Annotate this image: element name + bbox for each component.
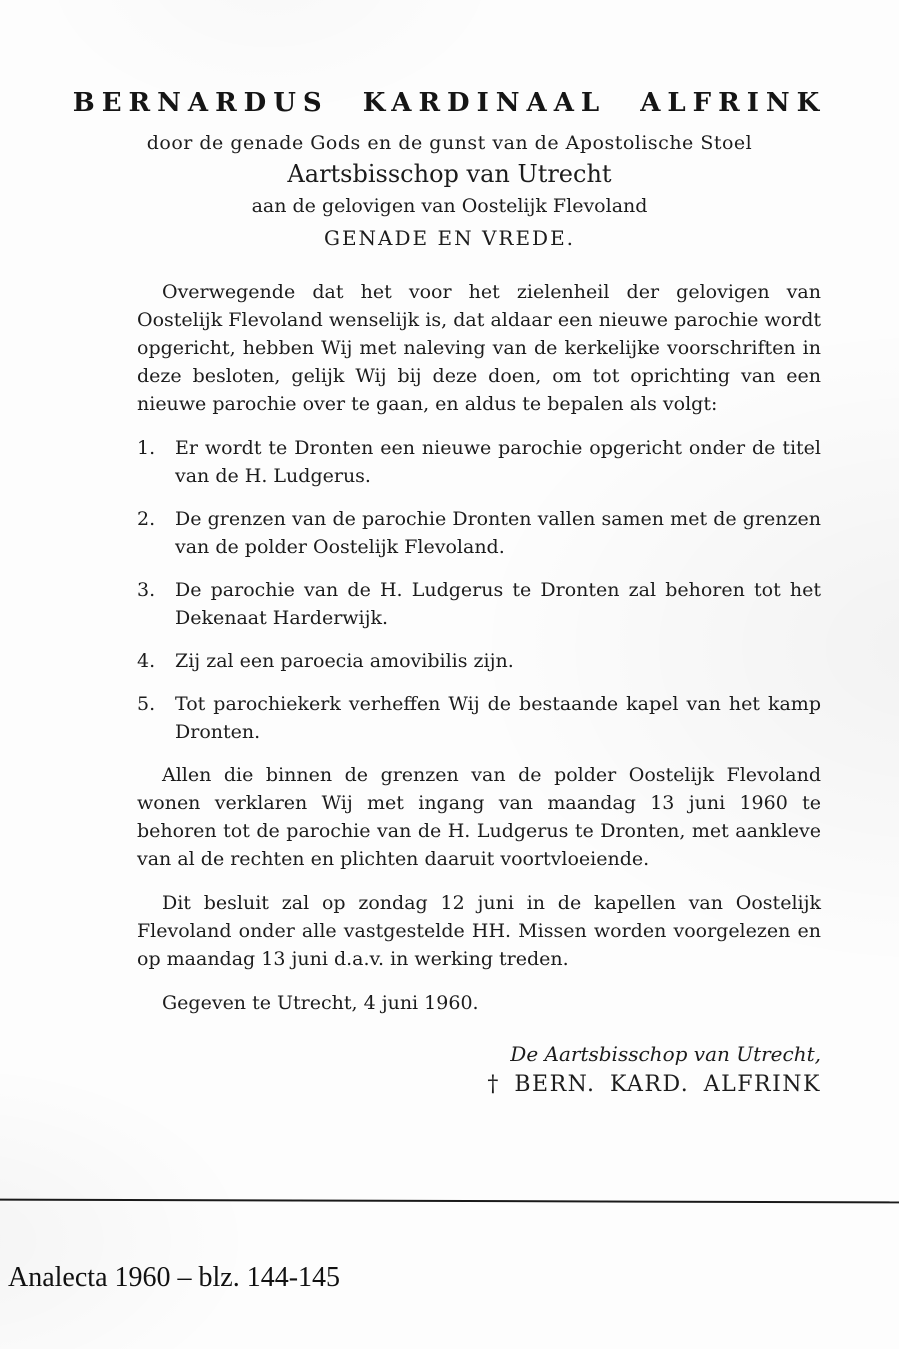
decree-item-3	[137, 576, 821, 632]
footer-divider	[0, 1199, 899, 1204]
decree-item-5	[137, 690, 821, 746]
decree-item-number: 4.	[137, 650, 156, 672]
document-byline: door de genade Gods en de gunst van de Apostolische Stoel	[146, 132, 753, 154]
paragraph-besluit: Dit besluit zal op zondag 12 juni in de kapellen van Oostelijk Flevoland onder alle vastgestelde HH. Missen worden voorgelezen en op maandag 13 juni d.a.v. in werking treden.	[137, 892, 821, 970]
footer-citation: Analecta 1960 – blz. 144-145	[8, 1262, 341, 1293]
decree-item-text: Er wordt te Dronten een nieuwe parochie opgericht onder de titel van de H. Ludgerus.	[175, 437, 821, 487]
intro-paragraph: Overwegende dat het voor het zielenheil der gelovigen van Oostelijk Flevoland wenselijk is, dat aldaar een nieuwe parochie wordt opgericht, hebben Wij met naleving van de kerkelijke voorschriften in deze besloten, gelijk Wij bij deze doen, om tot oprichting van een nieuwe parochie over te gaan, en aldus te bepalen als volgt:	[137, 281, 821, 415]
decree-list	[137, 434, 821, 746]
decree-item-4	[137, 647, 821, 675]
signature-role: De Aartsbisschop van Utrecht,	[510, 1042, 821, 1066]
document-salutation: GENADE EN VREDE.	[323, 226, 576, 250]
document-role: Aartsbisschop van Utrecht	[287, 160, 612, 188]
decree-item-text: Zij zal een paroecia amovibilis zijn.	[175, 650, 514, 672]
paragraph-allen: Allen die binnen de grenzen van de polder Oostelijk Flevoland wonen verklaren Wij met ingang van maandag 13 juni 1960 te behoren tot de parochie van de H. Ludgerus te Dronten, met aankleve van al de rechten en plichten daaruit voortvloeiende.	[137, 764, 821, 870]
decree-item-text: De parochie van de H. Ludgerus te Dronten zal behoren tot het Dekenaat Harderwijk.	[175, 579, 821, 629]
signature-block	[137, 1039, 821, 1101]
decree-item-number: 3.	[137, 579, 156, 601]
decree-item-2	[137, 505, 821, 561]
decree-item-number: 2.	[137, 508, 156, 530]
dateline: Gegeven te Utrecht, 4 juni 1960.	[162, 992, 479, 1014]
document-body	[137, 278, 821, 1101]
document-title: BERNARDUS KARDINAAL ALFRINK	[72, 88, 827, 118]
document-header	[0, 88, 899, 250]
decree-item-text: Tot parochiekerk verheffen Wij de bestaande kapel van het kamp Dronten.	[175, 693, 821, 743]
document-addressees: aan de gelovigen van Oostelijk Flevoland	[251, 195, 648, 217]
decree-item-number: 1.	[137, 437, 156, 459]
decree-item-text: De grenzen van de parochie Dronten vallen samen met de grenzen van de polder Oostelijk Flevoland.	[175, 508, 821, 558]
decree-item-1	[137, 434, 821, 490]
decree-item-number: 5.	[137, 693, 156, 715]
signature-name: † BERN. KARD. ALFRINK	[487, 1072, 821, 1097]
